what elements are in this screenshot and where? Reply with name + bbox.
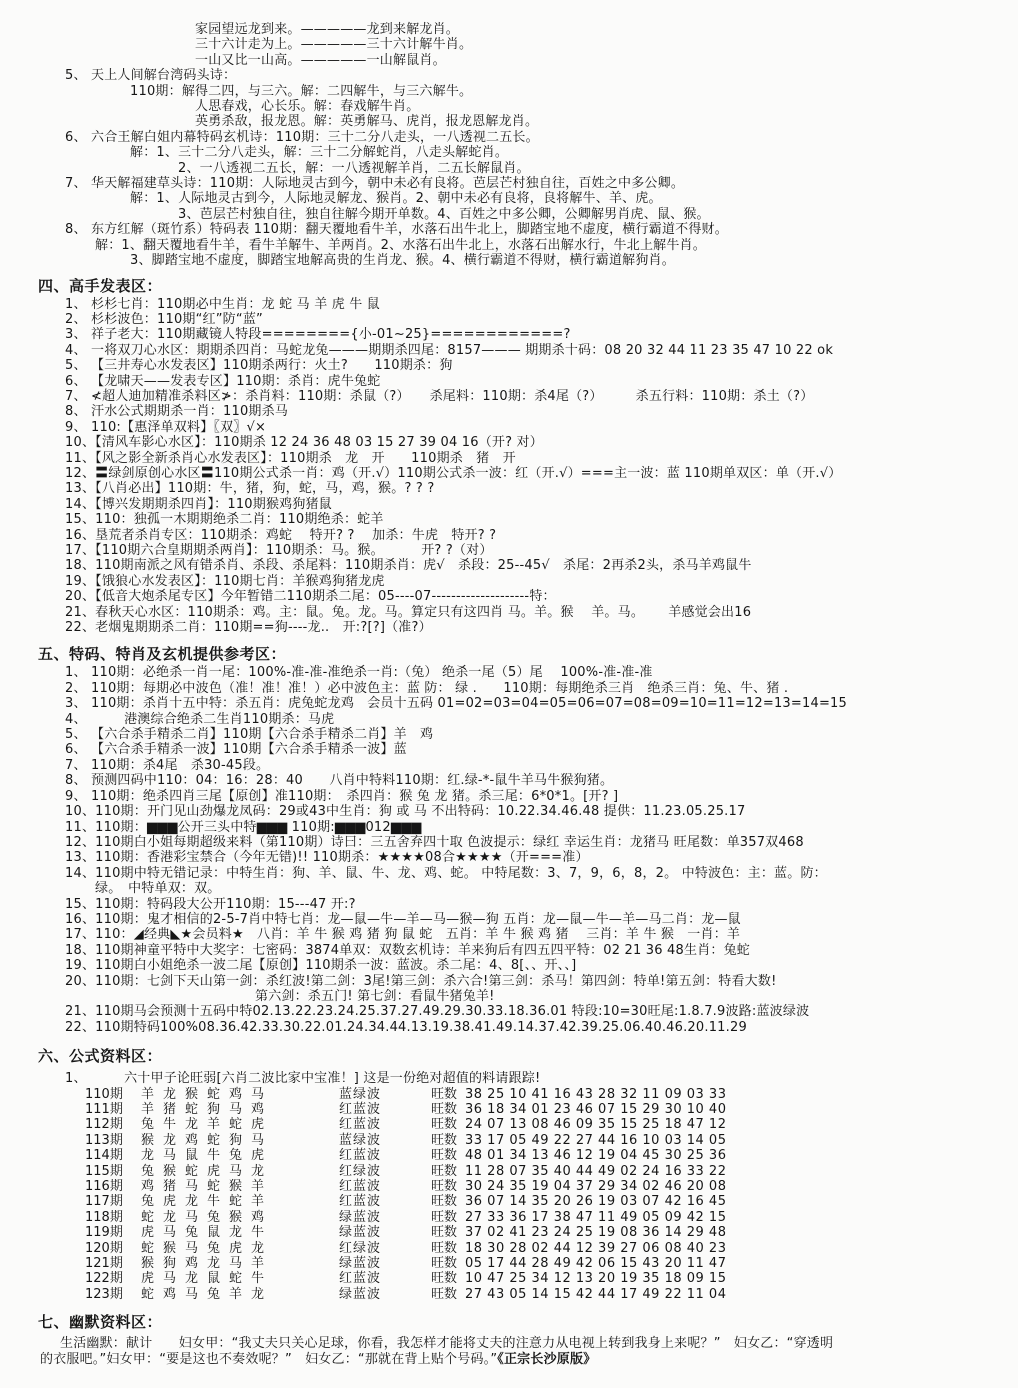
text-line: 11、110期：▆▆▆公开三头中特▆▆▆ 110期:▆▆▆012▆▆▆: [65, 819, 422, 835]
text-line: 110期：解得二四，与三六。解：二四解牛，与三六解牛。: [130, 83, 473, 99]
wave-cell: 红蓝波: [339, 1102, 382, 1117]
text-line: 2、 杉杉波色：110期“红”防“蓝”: [65, 311, 263, 327]
text-line: 6、 六合王解白姐内幕特码玄机诗：110期：三十二分八走头，一八透视二五长。: [65, 129, 539, 145]
zodiac-cell: 猴狗鸡龙马羊: [141, 1256, 274, 1272]
zodiac-cell: 羊龙猴蛇鸡马: [141, 1086, 274, 1102]
period-cell: 117期: [85, 1194, 123, 1210]
text-line: 10、【清风车影心水区】：110期杀 12 24 36 48 03 15 27 39 04 16（开? 对）: [65, 435, 543, 451]
wave-cell: 红绿波: [339, 1163, 382, 1179]
numbers-cell: 36 18 34 01 23 46 07 15 29 30 10 40: [465, 1102, 727, 1117]
numbers-label: 旺数: [431, 1194, 458, 1210]
table-row: [85, 1164, 1018, 1179]
period-cell: 114期: [85, 1148, 123, 1164]
numbers-cell: 18 30 28 02 44 12 39 27 06 08 40 23: [465, 1240, 727, 1256]
text-line: 4、 一将双刀心水区：期期杀四肖：马蛇龙兔———期期杀四尾：8157——— 期期杀十码：08 20 32 44 11 23 35 47 10 22 ok: [65, 342, 834, 358]
table-row: [85, 1194, 1018, 1209]
wave-cell: 红蓝波: [339, 1179, 382, 1195]
text-line: 16、垦荒者杀肖专区：110期杀：鸡蛇 特开? ? 加杀：牛虎 特开? ?: [65, 527, 497, 543]
numbers-label: 旺数: [431, 1256, 458, 1272]
text-line: 10、110期：开门见山劲爆龙凤码：29或43中生肖：狗 或 马 不出特码：10.22.34.46.48 提供：11.23.05.25.17: [65, 804, 746, 820]
text-line: 2、 110期：每期必中波色（准！准！准！）必中波色主：蓝 防： 绿 . 110期：每期绝杀三肖 绝杀三肖：兔、牛、猪 .: [65, 680, 789, 696]
numbers-label: 旺数: [431, 1240, 458, 1256]
table-row: [85, 1179, 1018, 1194]
text-line: 18、110期南派之风有错杀肖、杀段、杀尾料：110期杀肖：虎√ 杀段：25--45√ 杀尾：2再杀2头，杀马羊鸡鼠牛: [65, 558, 752, 574]
text-line: 1、 110期：必绝杀一肖一尾：100%-准-准-准绝杀一肖:（兔） 绝杀一尾（5）尾 100%-准-准-准: [65, 665, 653, 681]
text-line: 解：1、人际地灵古到今，人际地灵解龙、猴肖。2、朝中未必有良将，良将解牛、羊、虎。: [130, 191, 662, 207]
section-heading: 六、公式资料区：: [38, 1047, 163, 1066]
wave-cell: 红蓝波: [339, 1194, 382, 1210]
period-cell: 122期: [85, 1271, 123, 1287]
numbers-label: 旺数: [431, 1271, 458, 1287]
text-line: 12、〓绿剑原创心水区〓110期公式杀一肖：鸡（开.√）110期公式杀一波：红（开.√）===主一波：蓝 110期单双区：单（开.√）: [65, 465, 842, 481]
zodiac-cell: 蛇猴马兔虎龙: [141, 1240, 274, 1256]
text-line: 20、110期：七剑下天山第一剑：杀红波!第二剑：3尾!第三剑：杀六合!第三剑：杀马！第四剑：特单!第五剑：特看大数!: [65, 973, 777, 989]
source-label: 《正宗长沙原版》: [497, 1351, 597, 1367]
wave-cell: 红蓝波: [339, 1148, 382, 1164]
text-line: 4、 港澳综合绝杀二生肖110期杀：马虎: [65, 711, 335, 727]
text-line: 18、110期神童平特中大奖字：七密码：3874单双：双数玄机诗：羊来狗后有四五四平特：02 21 36 48生肖：兔蛇: [65, 942, 751, 958]
numbers-cell: 38 25 10 41 16 43 28 32 11 09 03 33: [465, 1086, 727, 1102]
zodiac-cell: 鸡猪马蛇猴羊: [141, 1179, 274, 1195]
numbers-label: 旺数: [431, 1179, 458, 1195]
zodiac-cell: 猴龙鸡蛇狗马: [141, 1132, 274, 1148]
table-row: [85, 1117, 1018, 1132]
zodiac-cell: 虎马兔鼠龙牛: [141, 1225, 274, 1241]
text-line: 22、110期特码100%08.36.42.33.30.22.01.24.34.44.13.19.38.41.49.14.37.42.39.25.06.40.46.20.11.29: [65, 1019, 747, 1035]
text-line: 15、110：独孤一木期期绝杀二肖：110期绝杀：蛇羊: [65, 512, 384, 528]
numbers-label: 旺数: [431, 1225, 458, 1241]
period-cell: 113期: [85, 1132, 123, 1148]
text-line: 6、 【龙啸天——发表专区】110期：杀肖：虎牛兔蛇: [65, 373, 381, 389]
text-line: 22、老烟鬼期期杀二肖：110期==狗----龙.. 开:?[?]（准?）: [65, 620, 432, 636]
section-heading: 七、幽默资料区：: [38, 1313, 163, 1332]
numbers-label: 旺数: [431, 1132, 458, 1148]
text-line: 20、【低音大炮杀尾专区】今年暂错二110期杀二尾：05----07--------------------特：: [65, 589, 556, 605]
period-cell: 110期: [85, 1086, 123, 1102]
wave-cell: 蓝绿波: [339, 1132, 382, 1148]
table-row: [85, 1133, 1018, 1148]
section-heading: 五、特码、特肖及玄机提供参考区：: [38, 645, 287, 664]
numbers-cell: 10 47 25 34 12 13 20 19 35 18 09 15: [465, 1271, 727, 1287]
numbers-cell: 33 17 05 49 22 27 44 16 10 03 14 05: [465, 1132, 727, 1148]
text-part: 的衣服吧。”妇女甲：“要是这也不奏效呢？” 妇女乙：“那就在背上贴个号码。”: [40, 1351, 498, 1367]
zodiac-cell: 兔虎龙牛蛇羊: [141, 1194, 274, 1210]
period-cell: 120期: [85, 1240, 123, 1256]
text-line: 7、 110期：杀4尾 杀30-45段。: [65, 757, 270, 773]
text-line: 9、 110:【惠泽单双料】〖双〗√×: [65, 419, 267, 435]
text-line: 1、 杉杉七肖：110期必中生肖：龙 蛇 马 羊 虎 牛 鼠: [65, 296, 381, 312]
text-line: 家园望远龙到来。—————龙到来解龙肖。: [195, 22, 460, 37]
wave-cell: 绿蓝波: [339, 1209, 382, 1225]
text-line: 生活幽默：献计 妇女甲：“我丈夫只关心足球，你看，我怎样才能将丈夫的注意力从电视上转到我身上来呢？” 妇女乙：“穿透明: [60, 1336, 834, 1352]
table-row: [85, 1256, 1018, 1271]
text-line: 3、 祥子老大：110期藏镜人特段========{小-01~25}============?: [65, 327, 571, 343]
wave-cell: 绿蓝波: [339, 1286, 382, 1302]
text-line: 13、【八肖必出】110期：牛，猪，狗，蛇，马，鸡，猴。? ? ?: [65, 481, 435, 497]
zodiac-cell: 兔牛龙羊蛇虎: [141, 1117, 274, 1133]
text-line: 英勇杀敌，报龙恩。解：英勇解马、虎肖，报龙恩解龙肖。: [195, 114, 539, 130]
text-line: 解：1、三十二分八走头，解：三十二分解蛇肖，八走头解蛇肖。: [130, 145, 509, 161]
period-cell: 115期: [85, 1163, 123, 1179]
period-cell: 121期: [85, 1256, 123, 1272]
section-heading: 四、高手发表区：: [38, 276, 163, 295]
period-cell: 123期: [85, 1286, 123, 1302]
text-line: 19、【饿狼心水发表区】：110期七肖：羊猴鸡狗猪龙虎: [65, 573, 385, 589]
numbers-label: 旺数: [431, 1148, 458, 1164]
table-row: [85, 1271, 1018, 1286]
text-line: 14、110期中特无错记录：中特生肖：狗、羊、鼠、牛、龙、鸡、蛇。 中特尾数：3、7，9，6，8，2。 中特波色：主：蓝。防：: [65, 865, 827, 881]
numbers-cell: 24 07 13 08 46 09 35 15 25 18 47 12: [465, 1117, 727, 1133]
text-line: 一山又比一山高。—————一山解鼠肖。: [195, 52, 446, 68]
text-line: 16、110期：鬼才相信的2-5-7肖中特七肖：龙—鼠—牛—羊—马—猴—狗 五肖：龙—鼠—牛—羊—马二肖：龙—鼠: [65, 911, 741, 927]
text-line: 11、【风之影全新杀肖心水发表区】：110期杀 龙 开 110期杀 猪 开: [65, 450, 516, 466]
text-line: 14、【博兴发期期杀四肖】：110期猴鸡狗猪鼠: [65, 496, 332, 512]
text-line: 21、春秋天心水区：110期杀：鸡。主：鼠。兔。龙。马。算定只有这四肖 马。羊。猴 羊。马。 羊感觉会出16: [65, 604, 752, 620]
text-line: 17、110：◢经典◣★会员料★ 八肖：羊 牛 猴 鸡 猪 狗 鼠 蛇 五肖：羊 牛 猴 鸡 猪 三肖：羊 牛 猴 一肖：羊: [65, 927, 741, 943]
period-cell: 119期: [85, 1225, 123, 1241]
numbers-cell: 48 01 34 13 46 12 19 04 45 30 25 36: [465, 1148, 727, 1164]
text-line: 7、 ≮超人迪加精准杀料区≯：杀肖料：110期：杀鼠（?） 杀尾料：110期：杀4尾（?） 杀五行料：110期：杀土（?）: [65, 388, 814, 404]
text-line: 6、 【六合杀手精杀一波】110期【六合杀手精杀一波】蓝: [65, 742, 407, 758]
text-line: 3、芭层芒村独自往，独自往解今期开单数。4、百姓之中多公卿，公卿解男肖虎、鼠、猴。: [178, 206, 710, 222]
wave-cell: 绿蓝波: [339, 1225, 382, 1241]
table-row: [85, 1148, 1018, 1163]
text-line: 19、110期白小姐绝杀一波二尾【原创】110期杀一波：蓝波。杀二尾：4、8[、、开、、]: [65, 958, 577, 974]
numbers-cell: 37 02 41 23 24 25 19 08 36 14 29 48: [465, 1225, 727, 1241]
text-line: [40, 1352, 1018, 1367]
text-line: 5、 【六合杀手精杀二肖】110期【六合杀手精杀二肖】羊 鸡: [65, 727, 434, 743]
period-cell: 112期: [85, 1117, 123, 1133]
text-line: 解：1、翻天覆地看牛羊，看牛羊解牛、羊两肖。2、水落石出牛北上，水落石出解水行，牛北上解牛肖。: [95, 237, 706, 253]
wave-cell: 绿蓝波: [339, 1256, 382, 1272]
period-cell: 116期: [85, 1179, 123, 1195]
text-line: 绿。 中特单双：双。: [95, 881, 221, 897]
numbers-label: 旺数: [431, 1163, 458, 1179]
text-line: 15、110期：特码段大公开110期：15---47 开:?: [65, 896, 356, 912]
numbers-label: 旺数: [431, 1209, 458, 1225]
table-row: [85, 1102, 1018, 1117]
text-line: 5、 天上人间解台湾码头诗：: [65, 68, 237, 84]
text-line: 2、一八透视二五长，解：一八透视解羊肖，二五长解鼠肖。: [178, 160, 530, 176]
text-line: 第六剑：杀五门! 第七剑：看鼠牛猪兔羊!: [255, 988, 495, 1004]
numbers-label: 旺数: [431, 1086, 458, 1102]
numbers-cell: 36 07 14 35 20 26 19 03 07 42 16 45: [465, 1194, 727, 1210]
text-line: 3、脚踏宝地不虚度，脚踏宝地解高贵的生肖龙、猴。4、横行霸道不得财，横行霸道解狗肖。: [130, 253, 675, 269]
numbers-label: 旺数: [431, 1117, 458, 1133]
text-line: 人思春戏，心长乐。解：春戏解牛肖。: [195, 99, 420, 115]
text-line: 1、 六十甲子论旺弱[六肖二波比家中宝准！] 这是一份绝对超值的料请跟踪!: [65, 1071, 541, 1087]
zodiac-cell: 兔猴蛇虎马龙: [141, 1163, 274, 1179]
text-line: 13、110期：香港彩宝禁合（今年无错)!! 110期杀：★★★★08合★★★★（开===准）: [65, 850, 589, 866]
numbers-cell: 05 17 44 28 49 42 06 15 43 20 11 47: [465, 1256, 727, 1272]
table-row: [85, 1241, 1018, 1256]
text-line: 21、110期马会预测十五码中特02.13.22.23.24.25.37.27.49.29.30.33.18.36.01 特段:10=30旺尾:1.8.7.9波路:蓝波绿波: [65, 1004, 810, 1020]
wave-cell: 红蓝波: [339, 1271, 382, 1287]
text-line: 5、 【三井寿心水发表区】110期杀两行：火土? 110期杀：狗: [65, 358, 453, 374]
text-line: 三十六计走为上。—————三十六计解牛肖。: [195, 37, 473, 53]
wave-cell: 红绿波: [339, 1240, 382, 1256]
formula-table: [85, 1087, 1018, 1303]
text-line: 7、 华天解福建草头诗：110期：人际地灵古到今，朝中未必有良将。芭层芒村独自往，百姓之中多公卿。: [65, 176, 685, 192]
period-cell: 111期: [85, 1102, 123, 1117]
table-row: [85, 1225, 1018, 1240]
numbers-label: 旺数: [431, 1286, 458, 1302]
text-line: 12、110期白小姐每期超级来料（第110期）诗曰：三五舍弃四十取 色波提示：绿红 幸运生肖：龙猪马 旺尾数：单357双468: [65, 834, 804, 850]
zodiac-cell: 蛇鸡马兔羊龙: [141, 1286, 274, 1302]
numbers-cell: 27 33 36 17 38 47 11 49 05 09 42 15: [465, 1209, 727, 1225]
text-line: 8、 汗水公式期期杀一肖：110期杀马: [65, 404, 289, 420]
zodiac-cell: 龙马鼠牛兔虎: [141, 1148, 274, 1164]
text-line: 8、 预测四码中110：04：16：28：40 八肖中特料110期：红.绿-*-鼠牛羊马牛猴狗猪。: [65, 773, 614, 789]
numbers-cell: 11 28 07 35 40 44 49 02 24 16 33 22: [465, 1163, 727, 1179]
text-line: 8、 东方红解（斑竹系）特码表 110期：翻天覆地看牛羊，水落石出牛北上，脚踏宝地不虚度，横行霸道不得财。: [65, 222, 728, 238]
table-row: [85, 1287, 1018, 1302]
zodiac-cell: 蛇龙马兔猴鸡: [141, 1209, 274, 1225]
numbers-label: 旺数: [431, 1102, 458, 1117]
numbers-cell: 27 43 05 14 15 42 44 17 49 22 11 04: [465, 1286, 727, 1302]
text-line: 9、 110期：绝杀四肖三尾【原创】准110期： 杀四肖：猴 兔 龙 猪。杀三尾：6*0*1。[开? ]: [65, 788, 619, 804]
text-line: 17、【110期六合皇期期杀两肖】：110期杀：马。猴。 开? ?（对）: [65, 543, 493, 558]
wave-cell: 蓝绿波: [339, 1086, 382, 1102]
zodiac-cell: 虎马龙鼠蛇牛: [141, 1271, 274, 1287]
period-cell: 118期: [85, 1209, 123, 1225]
table-row: [85, 1087, 1018, 1102]
wave-cell: 红蓝波: [339, 1117, 382, 1133]
text-line: 3、 110期：杀肖十五中特：杀五肖：虎兔蛇龙鸡 会员十五码 01=02=03=04=05=06=07=08=09=10=11=12=13=14=15: [65, 696, 847, 712]
numbers-cell: 30 24 35 19 04 37 29 34 02 46 20 08: [465, 1179, 727, 1195]
zodiac-cell: 羊猪蛇狗马鸡: [141, 1102, 274, 1117]
table-row: [85, 1210, 1018, 1225]
